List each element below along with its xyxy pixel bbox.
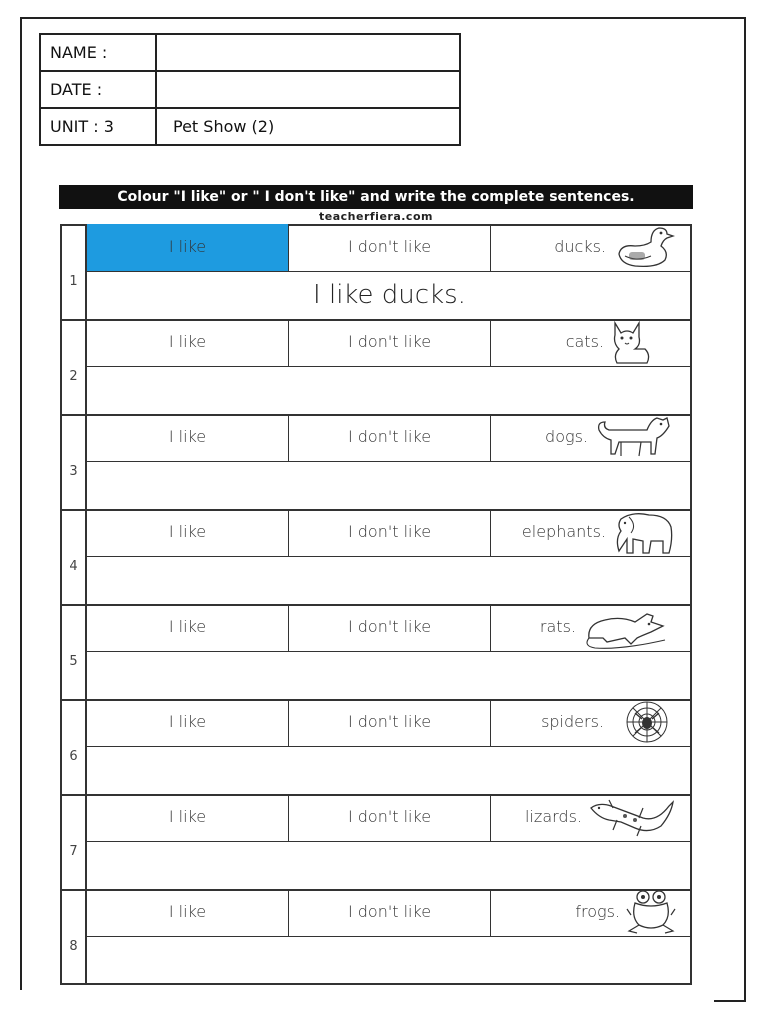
animal-cell [490, 414, 692, 461]
animal-cell [490, 699, 692, 746]
animal-cell [490, 794, 692, 841]
unit-title: Pet Show (2) [156, 108, 460, 145]
i-like-option[interactable]: I like [168, 617, 207, 636]
sentence-line[interactable] [87, 651, 692, 699]
i-like-option[interactable]: I like [168, 902, 207, 921]
animal-name: frogs. [575, 902, 620, 921]
sentence-line[interactable] [87, 746, 692, 794]
unit-label: UNIT : 3 [40, 108, 156, 145]
duck-icon [611, 224, 675, 270]
row-number: 6 [69, 749, 78, 764]
sentence-line[interactable] [87, 366, 692, 414]
sentence-line[interactable] [87, 936, 692, 984]
animal-name: rats. [539, 617, 576, 636]
row-number: 3 [69, 464, 78, 479]
animal-name: elephants. [521, 522, 606, 541]
animal-cell [490, 509, 692, 556]
lizard-icon [587, 794, 675, 840]
name-label: NAME : [40, 34, 156, 71]
i-dont-like-option[interactable]: I don't like [288, 319, 490, 366]
sentence-line[interactable]: I like ducks. [313, 280, 466, 310]
i-dont-like-option[interactable]: I don't like [288, 889, 490, 936]
i-dont-like-option[interactable]: I don't like [288, 604, 490, 651]
frog-icon [625, 889, 677, 935]
student-info-table [39, 33, 461, 146]
sentence-line[interactable] [87, 461, 692, 509]
i-dont-like-option[interactable]: I don't like [288, 224, 490, 271]
i-dont-like-option[interactable]: I don't like [288, 699, 490, 746]
cat-icon [609, 319, 653, 365]
row-number: 8 [69, 939, 78, 954]
sentence-line[interactable] [87, 556, 692, 604]
row-number: 7 [69, 844, 78, 859]
i-like-option[interactable]: I like [168, 712, 207, 731]
row-number: 2 [69, 369, 78, 384]
animal-cell [490, 224, 692, 271]
animal-name: spiders. [541, 712, 604, 731]
i-like-option[interactable]: I like [168, 427, 207, 446]
animal-name: cats. [565, 332, 604, 351]
spider-icon [609, 699, 685, 745]
row-number: 4 [69, 559, 78, 574]
watermark: teacherfiera.com [319, 210, 433, 223]
i-dont-like-option[interactable]: I don't like [288, 794, 490, 841]
rat-icon [581, 604, 673, 650]
animal-name: ducks. [554, 237, 606, 256]
animal-name: lizards. [525, 807, 582, 826]
row-number: 1 [69, 274, 78, 289]
frame-gap-left [18, 990, 40, 1006]
name-field[interactable] [156, 34, 460, 71]
i-dont-like-option[interactable]: I don't like [288, 414, 490, 461]
i-like-option[interactable]: I like [168, 522, 207, 541]
date-label: DATE : [40, 71, 156, 108]
instruction-banner: Colour "I like" or " I don't like" and write the complete sentences. [59, 185, 693, 209]
frame-gap-bottom [38, 990, 714, 1006]
dog-icon [593, 414, 673, 460]
animal-cell [490, 319, 692, 366]
sentence-line[interactable] [87, 841, 692, 889]
i-like-option[interactable]: I like [168, 807, 207, 826]
i-like-option[interactable]: I like [87, 224, 288, 271]
i-like-option[interactable]: I like [168, 332, 207, 351]
animal-cell [490, 604, 692, 651]
row-number: 5 [69, 654, 78, 669]
date-field[interactable] [156, 71, 460, 108]
animal-cell [490, 889, 692, 936]
i-dont-like-option[interactable]: I don't like [288, 509, 490, 556]
animal-name: dogs. [545, 427, 588, 446]
elephant-icon [611, 509, 681, 555]
